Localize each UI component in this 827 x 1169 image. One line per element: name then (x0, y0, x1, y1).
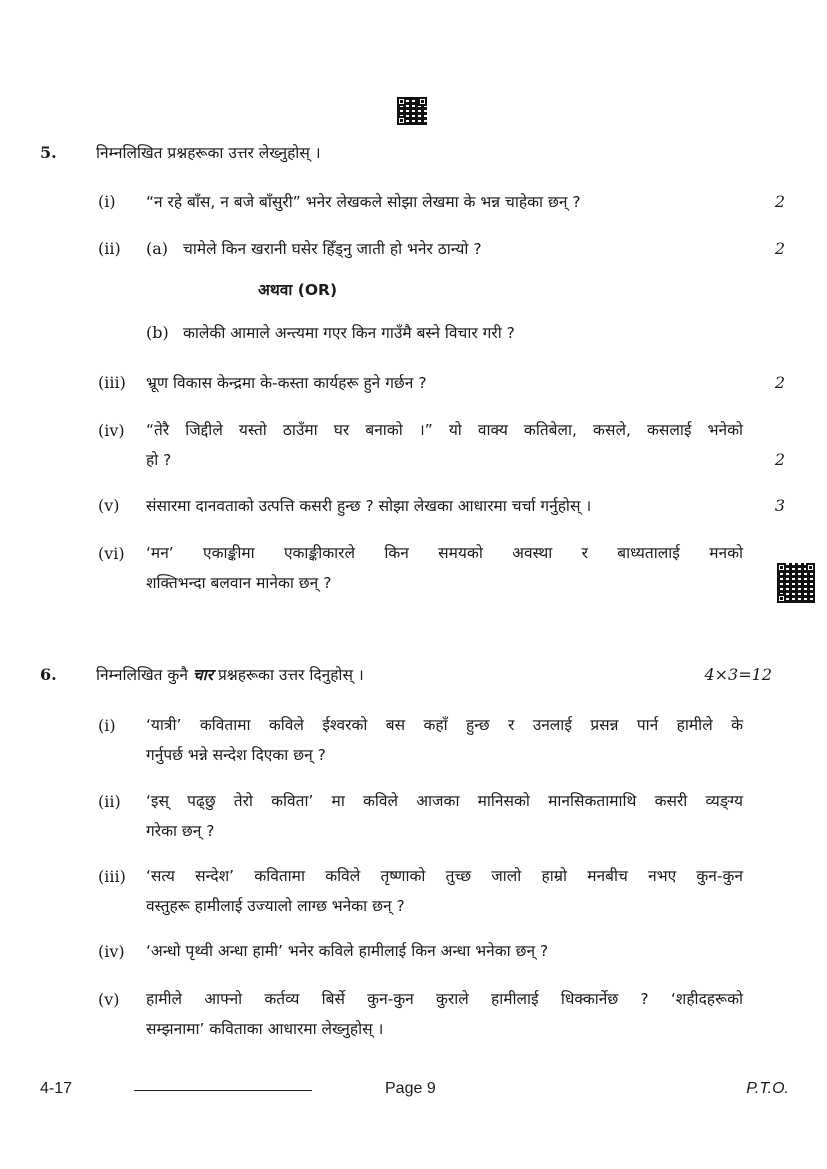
question-6-number: 6. (40, 665, 57, 684)
q5-item-iv-text-line1: “तेरै जिद्दीले यस्तो ठाउँमा घर बनाको ।” यो वाक्य कतिबेला, कसले, कसलाई भनेको (146, 421, 743, 439)
q5-item-v-marks: 3 (774, 496, 785, 515)
q5-item-ii-label: (ii) (98, 239, 121, 258)
q5-item-iv-text-line2: हो ? (146, 451, 172, 469)
qr-code-top (397, 97, 427, 125)
footer-code: 4-17 (40, 1080, 73, 1097)
question-5-number: 5. (40, 143, 57, 162)
q6-item-v-text-line1: हामीले आफ्नो कर्तव्य बिर्से कुन-कुन कुराले हामीलाई धिक्कार्नेछ ? ‘शहीदहरूको (146, 990, 743, 1008)
q5-item-v-text: संसारमा दानवताको उत्पत्ति कसरी हुन्छ ? सोझा लेखका आधारमा चर्चा गर्नुहोस् । (146, 497, 592, 515)
q5-item-iii-text: भ्रूण विकास केन्द्रमा के-कस्ता कार्यहरू हुने गर्छन ? (146, 374, 427, 392)
q5-item-vi-text-line2: शक्तिभन्दा बलवान मानेका छन् ? (146, 574, 332, 592)
question-6-instruction-bold: चार (192, 666, 214, 684)
q5-item-vi-text-line1: ‘मन’ एकाङ्कीमा एकाङ्कीकारले किन समयको अवस्था र बाध्यतालाई मनको (146, 544, 743, 562)
question-6-instruction (96, 663, 364, 685)
q5-item-iv-label: (iv) (98, 421, 125, 440)
q5-item-i-text: “न रहे बाँस, न बजे बाँसुरी” भनेर लेखकले सोझा लेखमा के भन्न चाहेका छन् ? (146, 193, 581, 211)
question-5-instruction: निम्नलिखित प्रश्नहरूका उत्तर लेख्नुहोस् । (96, 144, 321, 162)
q5-item-ii-a-label: (a) (146, 239, 169, 258)
q6-item-i-label: (i) (98, 716, 116, 735)
q5-item-iii-label: (iii) (98, 373, 126, 392)
q6-item-iii-label: (iii) (98, 867, 126, 886)
q5-item-ii-marks: 2 (774, 239, 785, 258)
q6-item-i-text-line1: ‘यात्री’ कवितामा कविले ईश्वरको बस कहाँ हुन्छ र उनलाई प्रसन्न पार्न हामीले के (146, 716, 743, 734)
qr-code-side (777, 563, 815, 603)
q5-item-i-label: (i) (98, 192, 116, 211)
q5-item-iv-marks: 2 (774, 450, 785, 469)
q6-item-v-label: (v) (98, 990, 120, 1009)
q5-or-divider: अथवा (OR) (258, 281, 338, 299)
q5-item-vi-label: (vi) (98, 544, 125, 563)
question-6-instruction-pre: निम्नलिखित कुनै (96, 666, 193, 684)
q6-item-i-text-line2: गर्नुपर्छ भन्ने सन्देश दिएका छन् ? (146, 746, 326, 764)
question-6-marks: 4×3=12 (704, 665, 772, 684)
q6-item-iv-text: ‘अन्धो पृथ्वी अन्धा हामी’ भनेर कविले हामीलाई किन अन्धा भनेका छन् ? (146, 942, 549, 960)
question-6-instruction-post: प्रश्नहरूका उत्तर दिनुहोस् । (213, 666, 364, 684)
footer-page-number: Page 9 (385, 1080, 436, 1097)
q6-item-ii-text-line2: गरेका छन् ? (146, 822, 215, 840)
q6-item-ii-label: (ii) (98, 792, 121, 811)
q6-item-iv-label: (iv) (98, 942, 125, 961)
q6-item-iii-text-line2: वस्तुहरू हामीलाई उज्यालो लाग्छ भनेका छन् ? (146, 897, 405, 915)
q5-item-ii-b-text: कालेकी आमाले अन्त्यमा गएर किन गाउँमै बस्ने विचार गरी ? (183, 324, 515, 342)
footer-rule (134, 1090, 312, 1091)
q5-item-ii-b-label: (b) (146, 323, 169, 342)
q5-item-iii-marks: 2 (774, 373, 785, 392)
q5-item-ii-a-text: चामेले किन खरानी घसेर हिँड्नु जाती हो भनेर ठान्यो ? (183, 240, 482, 258)
q5-item-i-marks: 2 (774, 192, 785, 211)
q6-item-v-text-line2: सम्झनामा’ कविताका आधारमा लेख्नुहोस् । (146, 1020, 384, 1038)
q5-item-v-label: (v) (98, 496, 120, 515)
footer-pto: P.T.O. (746, 1080, 789, 1097)
q6-item-ii-text-line1: ‘इस् पढ्छु तेरो कविता’ मा कविले आजका मानिसको मानसिकतामाथि कसरी व्यङ्ग्य (146, 792, 743, 810)
q6-item-iii-text-line1: ‘सत्य सन्देश’ कवितामा कविले तृष्णाको तुच्छ जालो हाम्रो मनबीच नभए कुन-कुन (146, 867, 743, 885)
